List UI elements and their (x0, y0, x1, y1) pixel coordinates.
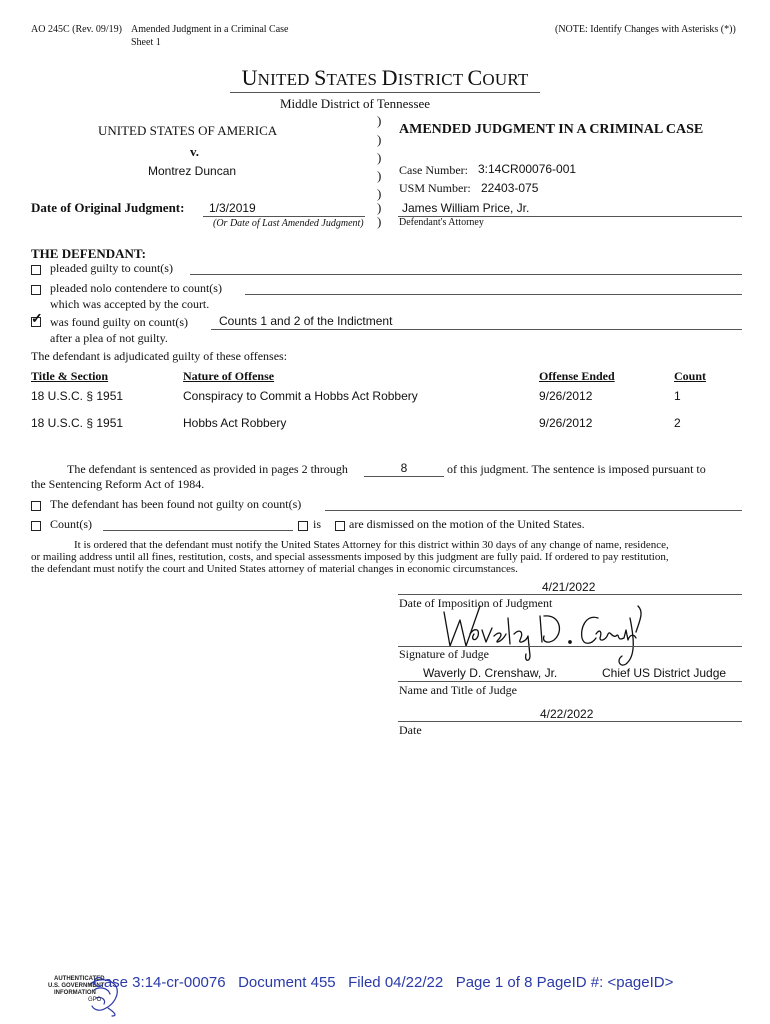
sentence-text-b: of this judgment. The sentence is imposed pursuant to (447, 462, 706, 476)
order-line-1: It is ordered that the defendant must notify the United States Attorney for this district within 30 days of any change of name, residence, (74, 539, 669, 551)
judge-name: Waverly D. Crenshaw, Jr. (423, 666, 558, 680)
defense-attorney: James William Price, Jr. (402, 201, 530, 215)
case-number: 3:14CR00076-001 (478, 162, 577, 176)
table-row (0, 416, 770, 434)
paren-6: ) (377, 200, 382, 215)
signature-date: 4/22/2022 (540, 707, 594, 721)
header-count: Count (674, 369, 707, 383)
asterisk-note: (NOTE: Identify Changes with Asterisks (*)) (555, 24, 736, 35)
court-name (0, 65, 770, 93)
court-name-rule (230, 92, 540, 93)
nolo-contendere-rule (245, 294, 742, 295)
header-offense-ended: Offense Ended (539, 369, 615, 383)
pleaded-guilty-checkbox[interactable] (31, 265, 41, 275)
header-title-section: Title & Section (31, 369, 109, 383)
table-row (0, 389, 770, 407)
is-label: is (313, 517, 322, 531)
offense-count: 2 (674, 416, 681, 430)
pleaded-guilty-rule (190, 274, 742, 275)
counts-checkbox[interactable] (31, 521, 41, 531)
versus: v. (190, 144, 200, 159)
offense-count: 1 (674, 389, 681, 403)
paren-7: ) (377, 214, 382, 229)
offense-ended: 9/26/2012 (539, 389, 593, 403)
found-guilty-checkmark: ✓ (31, 310, 43, 326)
court-name-word-4: COURT (467, 65, 529, 90)
sentence-text-a: The defendant is sentenced as provided in pages 2 through (67, 462, 348, 476)
imposition-date-label: Date of Imposition of Judgment (399, 596, 553, 610)
nolo-contendere-checkbox[interactable] (31, 285, 41, 295)
judge-title: Chief US District Judge (602, 666, 727, 680)
court-name-word-2: STATES (314, 65, 382, 90)
order-line-3: the defendant must notify the court and United States attorney of material changes in economic circumstances. (31, 563, 518, 575)
offense-nature: Hobbs Act Robbery (183, 416, 287, 430)
form-title: Amended Judgment in a Criminal Case (131, 24, 289, 35)
plaintiff-name: UNITED STATES OF AMERICA (98, 123, 278, 138)
paren-2: ) (377, 132, 382, 147)
not-guilty-label: The defendant has been found not guilty on count(s) (50, 497, 302, 511)
offense-title-section: 18 U.S.C. § 1951 (31, 389, 124, 403)
total-pages: 8 (400, 461, 408, 475)
offense-nature: Conspiracy to Commit a Hobbs Act Robbery (183, 389, 418, 403)
sheet-number: Sheet 1 (131, 37, 161, 48)
nolo-contendere-label: pleaded nolo contendere to count(s) (50, 281, 222, 295)
form-id: AO 245C (Rev. 09/19) (31, 24, 123, 35)
paren-1: ) (377, 113, 382, 128)
name-title-rule (398, 681, 742, 682)
original-judgment-date: 1/3/2019 (209, 201, 256, 215)
original-judgment-note: (Or Date of Last Amended Judgment) (213, 218, 364, 229)
is-checkbox[interactable] (298, 521, 308, 531)
signature-date-label: Date (399, 723, 422, 737)
counts-label: Count(s) (50, 517, 92, 531)
paren-3: ) (377, 150, 382, 165)
court-name-word-1: UNITED (241, 65, 315, 90)
defendant-name: Montrez Duncan (148, 164, 237, 178)
found-guilty-label: was found guilty on count(s) (50, 315, 188, 329)
are-checkbox[interactable] (335, 521, 345, 531)
district-name: Middle District of Tennessee (279, 96, 431, 111)
not-guilty-checkbox[interactable] (31, 501, 41, 511)
court-name-word-3: DISTRICT (381, 65, 468, 90)
signature-label: Signature of Judge (399, 647, 489, 661)
paren-5: ) (377, 186, 382, 201)
dismissed-label: are dismissed on the motion of the United States. (349, 517, 585, 531)
imposition-date-rule (398, 594, 742, 595)
defendant-heading: THE DEFENDANT: (31, 246, 146, 261)
header-nature-of-offense: Nature of Offense (183, 369, 275, 383)
sentencing-reform-act: the Sentencing Reform Act of 1984. (31, 477, 205, 491)
adjudicated-statement: The defendant is adjudicated guilty of these offenses: (31, 349, 288, 363)
filing-stamp: Case 3:14-cr-00076 Document 455 Filed 04/22/22 Page 1 of 8 PageID #: <pageID> (93, 974, 674, 991)
usm-number: 22403-075 (481, 181, 539, 195)
gpo-line-1: AUTHENTICATED (54, 976, 105, 982)
original-judgment-label: Date of Original Judgment: (31, 200, 185, 215)
name-title-label: Name and Title of Judge (399, 683, 517, 697)
gpo-line-4: GPO (88, 997, 102, 1003)
imposition-date: 4/21/2022 (542, 580, 596, 594)
signature-date-rule (398, 721, 742, 722)
not-guilty-plea-label: after a plea of not guilty. (50, 331, 168, 345)
document-title: AMENDED JUDGMENT IN A CRIMINAL CASE (399, 122, 704, 137)
nolo-accepted-label: which was accepted by the court. (50, 297, 210, 311)
case-number-label: Case Number: (399, 163, 468, 177)
pleaded-guilty-label: pleaded guilty to count(s) (50, 261, 173, 275)
gpo-line-2: U.S. GOVERNMENT (48, 983, 105, 989)
paren-4: ) (377, 168, 382, 183)
usm-number-label: USM Number: (399, 181, 471, 195)
not-guilty-rule (325, 510, 742, 511)
total-pages-rule (364, 476, 444, 477)
counts-rule (103, 530, 293, 531)
original-judgment-rule (203, 216, 365, 217)
gpo-line-3: INFORMATION (54, 990, 96, 996)
found-guilty-counts: Counts 1 and 2 of the Indictment (219, 314, 393, 328)
attorney-label: Defendant's Attorney (399, 217, 484, 228)
found-guilty-rule (211, 329, 742, 330)
order-line-2: or mailing address until all fines, restitution, costs, and special assessments imposed by this judgment are fully paid. If ordered to pay restitution, (31, 551, 669, 563)
offense-title-section: 18 U.S.C. § 1951 (31, 416, 124, 430)
offense-ended: 9/26/2012 (539, 416, 593, 430)
notification-order (31, 539, 743, 575)
